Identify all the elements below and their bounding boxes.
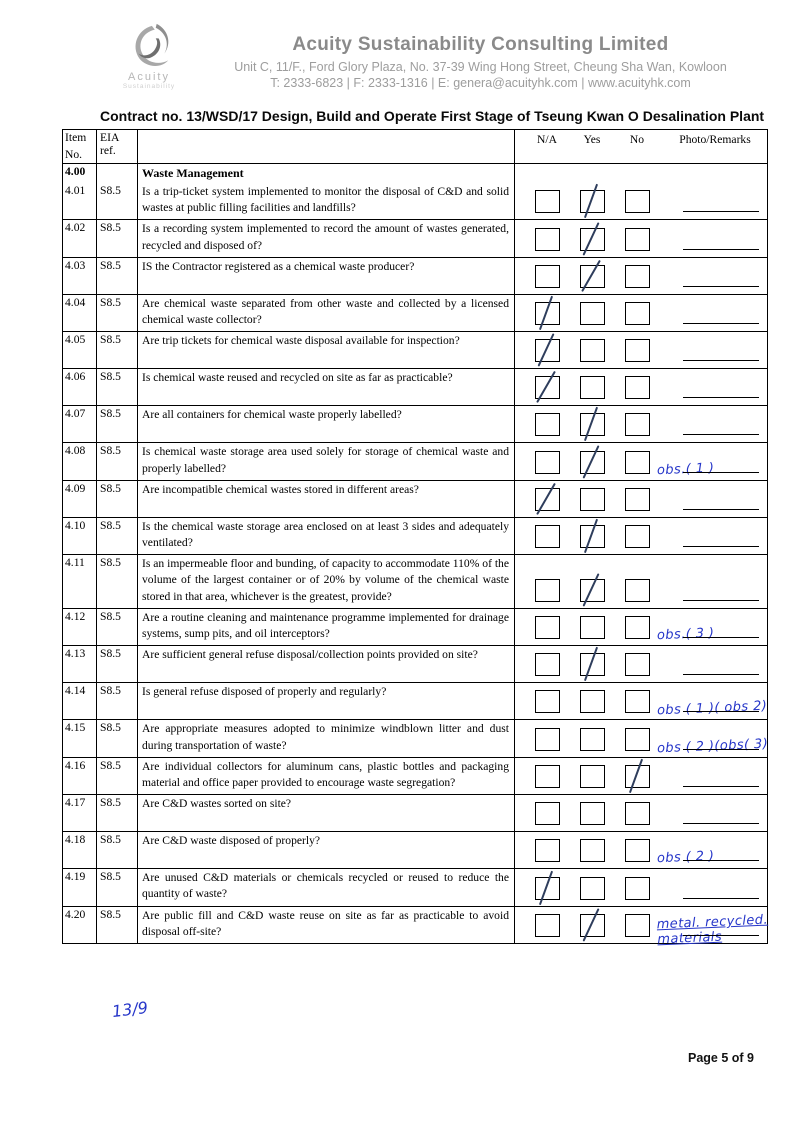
section-marks bbox=[515, 164, 767, 185]
item-no: 4.14 bbox=[63, 683, 97, 719]
item-no: 4.08 bbox=[63, 443, 97, 479]
company-address: Unit C, 11/F., Ford Glory Plaza, No. 37-39 Wing Hong Street, Cheung Sha Wan, Kowloon bbox=[234, 60, 727, 74]
remark-line bbox=[683, 211, 759, 212]
no-checkbox[interactable] bbox=[625, 839, 650, 862]
yes-checkbox[interactable] bbox=[580, 190, 605, 213]
no-checkbox[interactable] bbox=[625, 190, 650, 213]
question-text: Is chemical waste reused and recycled on site as far as practicable? bbox=[138, 369, 515, 405]
eia-ref: S8.5 bbox=[97, 907, 138, 943]
section-row bbox=[63, 163, 767, 183]
marks-cell bbox=[515, 406, 767, 442]
pen-check-mark bbox=[584, 519, 599, 554]
remark-handwriting: obs.( 1 ) bbox=[656, 460, 715, 478]
eia-ref: S8.5 bbox=[97, 332, 138, 368]
question-text: Are C&D wastes sorted on site? bbox=[138, 795, 515, 831]
pen-check-mark bbox=[536, 483, 556, 515]
eia-ref: S8.5 bbox=[97, 555, 138, 608]
na-checkbox[interactable] bbox=[535, 839, 560, 862]
no-checkbox[interactable] bbox=[625, 488, 650, 511]
yes-checkbox[interactable] bbox=[580, 765, 605, 788]
remark-handwriting: obs ( 1 )( obs 2) bbox=[656, 698, 768, 719]
header-question-col bbox=[138, 130, 515, 163]
header-item-no bbox=[63, 130, 97, 163]
marks-cell bbox=[515, 481, 767, 517]
na-checkbox[interactable] bbox=[535, 525, 560, 548]
marks-cell bbox=[515, 443, 767, 479]
company-logo bbox=[103, 22, 195, 90]
remark-line bbox=[683, 860, 759, 861]
header-eia-ref: EIA ref. bbox=[97, 130, 138, 163]
eia-ref: S8.5 bbox=[97, 369, 138, 405]
no-checkbox[interactable] bbox=[625, 728, 650, 751]
marks-cell bbox=[515, 518, 767, 554]
pen-check-mark bbox=[584, 184, 599, 219]
remark-line bbox=[683, 323, 759, 324]
yes-checkbox[interactable] bbox=[580, 525, 605, 548]
letterhead bbox=[188, 34, 773, 90]
no-checkbox[interactable] bbox=[625, 302, 650, 325]
remark-line bbox=[683, 249, 759, 250]
pen-check-mark bbox=[584, 647, 599, 682]
question-text: Are individual collectors for aluminum cans, plastic bottles and packaging material and office paper provided to encourage waste segregation? bbox=[138, 758, 515, 794]
marks-cell bbox=[515, 332, 767, 368]
table-row bbox=[63, 183, 767, 219]
no-checkbox[interactable] bbox=[625, 376, 650, 399]
item-no: 4.06 bbox=[63, 369, 97, 405]
remark-line bbox=[683, 674, 759, 675]
no-checkbox[interactable] bbox=[625, 802, 650, 825]
remark-line bbox=[683, 397, 759, 398]
pen-check-mark bbox=[536, 371, 556, 403]
remark-line bbox=[683, 472, 759, 473]
marks-cell bbox=[515, 683, 767, 719]
yes-checkbox[interactable] bbox=[580, 451, 605, 474]
marks-cell bbox=[515, 295, 767, 331]
pen-check-mark bbox=[539, 870, 554, 905]
header-item-label: Item bbox=[65, 131, 87, 144]
table-header-row bbox=[63, 130, 767, 163]
table-row bbox=[63, 294, 767, 331]
checklist-table bbox=[62, 129, 769, 948]
remark-line bbox=[683, 509, 759, 510]
na-checkbox[interactable] bbox=[535, 413, 560, 436]
company-name: Acuity Sustainability Consulting Limited bbox=[292, 34, 669, 55]
item-no: 4.05 bbox=[63, 332, 97, 368]
eia-ref: S8.5 bbox=[97, 295, 138, 331]
document-title: Contract no. 13/WSD/17 Design, Build and Operate First Stage of Tseung Kwan O Desalination Plant bbox=[100, 108, 765, 124]
eia-ref: S8.5 bbox=[97, 406, 138, 442]
pen-check-mark bbox=[539, 296, 554, 331]
section-eia-ref bbox=[97, 164, 138, 185]
eia-ref: S8.5 bbox=[97, 720, 138, 756]
item-no: 4.15 bbox=[63, 720, 97, 756]
no-checkbox[interactable] bbox=[625, 765, 650, 788]
marks-cell bbox=[515, 609, 767, 645]
no-checkbox[interactable] bbox=[625, 339, 650, 362]
table-row bbox=[63, 757, 767, 794]
eia-ref: S8.5 bbox=[97, 832, 138, 868]
yes-checkbox[interactable] bbox=[580, 228, 605, 251]
table-row bbox=[63, 645, 767, 682]
table-row bbox=[63, 442, 767, 479]
no-checkbox[interactable] bbox=[625, 579, 650, 602]
pen-check-mark bbox=[583, 908, 600, 942]
yes-checkbox[interactable] bbox=[580, 914, 605, 937]
yes-checkbox[interactable] bbox=[580, 690, 605, 713]
question-text: Are appropriate measures adopted to minimize windblown litter and dust during transportation of waste? bbox=[138, 720, 515, 756]
yes-checkbox[interactable] bbox=[580, 339, 605, 362]
marks-cell bbox=[515, 183, 767, 219]
item-no: 4.12 bbox=[63, 609, 97, 645]
na-checkbox[interactable] bbox=[535, 488, 560, 511]
table-row bbox=[63, 331, 767, 368]
yes-checkbox[interactable] bbox=[580, 579, 605, 602]
eia-ref: S8.5 bbox=[97, 609, 138, 645]
section-title: Waste Management bbox=[138, 164, 515, 185]
na-checkbox[interactable] bbox=[535, 914, 560, 937]
item-no: 4.07 bbox=[63, 406, 97, 442]
na-checkbox[interactable] bbox=[535, 765, 560, 788]
header-photo-remarks-label: Photo/Remarks bbox=[679, 133, 751, 146]
no-checkbox[interactable] bbox=[625, 265, 650, 288]
marks-cell bbox=[515, 907, 769, 948]
pen-check-mark bbox=[583, 573, 600, 607]
remark-line bbox=[683, 749, 759, 750]
item-no: 4.19 bbox=[63, 869, 97, 905]
yes-checkbox[interactable] bbox=[580, 839, 605, 862]
table-row bbox=[63, 257, 767, 294]
question-text: Are public fill and C&D waste reuse on site as far as practicable to avoid disposal off-site? bbox=[138, 907, 515, 943]
remark-line bbox=[683, 546, 759, 547]
item-no: 4.18 bbox=[63, 832, 97, 868]
yes-checkbox[interactable] bbox=[580, 265, 605, 288]
table-row bbox=[63, 794, 767, 831]
logo-swirl-icon bbox=[103, 22, 195, 70]
remark-line bbox=[683, 935, 759, 936]
na-checkbox[interactable] bbox=[535, 451, 560, 474]
question-text: Is general refuse disposed of properly and regularly? bbox=[138, 683, 515, 719]
pen-check-mark bbox=[538, 333, 555, 367]
item-no: 4.09 bbox=[63, 481, 97, 517]
no-checkbox[interactable] bbox=[625, 914, 650, 937]
logo-tagline: Sustainability bbox=[122, 83, 176, 90]
item-no: 4.02 bbox=[63, 220, 97, 256]
eia-ref: S8.5 bbox=[97, 795, 138, 831]
item-no: 4.20 bbox=[63, 907, 97, 943]
handwritten-date-note: 13/9 bbox=[110, 997, 149, 1022]
na-checkbox[interactable] bbox=[535, 339, 560, 362]
no-checkbox[interactable] bbox=[625, 653, 650, 676]
pen-check-mark bbox=[584, 407, 599, 442]
table-row bbox=[63, 517, 767, 554]
item-no: 4.17 bbox=[63, 795, 97, 831]
remark-line bbox=[683, 711, 759, 712]
header-marks-col bbox=[515, 130, 767, 163]
question-text: Are sufficient general refuse disposal/collection points provided on site? bbox=[138, 646, 515, 682]
na-checkbox[interactable] bbox=[535, 802, 560, 825]
marks-cell bbox=[515, 220, 767, 256]
header-no-label: No. bbox=[65, 148, 83, 161]
question-text: Is the chemical waste storage area enclosed on at least 3 sides and adequately ventilated? bbox=[138, 518, 515, 554]
na-checkbox[interactable] bbox=[535, 877, 560, 900]
pen-check-mark bbox=[629, 759, 644, 794]
na-checkbox[interactable] bbox=[535, 302, 560, 325]
na-checkbox[interactable] bbox=[535, 190, 560, 213]
na-checkbox[interactable] bbox=[535, 579, 560, 602]
section-item-no: 4.00 bbox=[63, 164, 97, 185]
table-row bbox=[63, 868, 767, 905]
table-row bbox=[63, 219, 767, 256]
pen-check-mark bbox=[583, 222, 600, 256]
table-rows bbox=[63, 183, 769, 948]
item-no: 4.11 bbox=[63, 555, 97, 608]
yes-checkbox[interactable] bbox=[580, 413, 605, 436]
na-checkbox[interactable] bbox=[535, 376, 560, 399]
company-contact: T: 2333-6823 | F: 2333-1316 | E: genera@acuityhk.com | www.acuityhk.com bbox=[270, 76, 691, 90]
no-checkbox[interactable] bbox=[625, 451, 650, 474]
item-no: 4.13 bbox=[63, 646, 97, 682]
remark-handwriting: obs.( 3 ) bbox=[656, 626, 715, 644]
eia-ref: S8.5 bbox=[97, 183, 138, 219]
item-no: 4.10 bbox=[63, 518, 97, 554]
page-number: Page 5 of 9 bbox=[688, 1051, 754, 1065]
no-checkbox[interactable] bbox=[625, 525, 650, 548]
marks-cell bbox=[515, 795, 767, 831]
yes-checkbox[interactable] bbox=[580, 802, 605, 825]
remark-line bbox=[683, 286, 759, 287]
yes-checkbox[interactable] bbox=[580, 488, 605, 511]
eia-ref: S8.5 bbox=[97, 443, 138, 479]
eia-ref: S8.5 bbox=[97, 258, 138, 294]
remark-line bbox=[683, 637, 759, 638]
no-checkbox[interactable] bbox=[625, 616, 650, 639]
marks-cell bbox=[515, 869, 767, 905]
remark-line bbox=[683, 823, 759, 824]
no-checkbox[interactable] bbox=[625, 413, 650, 436]
eia-ref: S8.5 bbox=[97, 481, 138, 517]
no-checkbox[interactable] bbox=[625, 690, 650, 713]
question-text: Are trip tickets for chemical waste disposal available for inspection? bbox=[138, 332, 515, 368]
marks-cell bbox=[515, 369, 767, 405]
question-text: Are unused C&D materials or chemicals recycled or reused to reduce the quantity of waste? bbox=[138, 869, 515, 905]
marks-cell bbox=[515, 758, 767, 794]
remark-handwriting: obs ( 2 ) bbox=[656, 848, 715, 867]
marks-cell bbox=[515, 258, 767, 294]
table-row bbox=[63, 405, 767, 442]
no-checkbox[interactable] bbox=[625, 877, 650, 900]
marks-cell bbox=[515, 555, 767, 608]
marks-cell bbox=[515, 646, 767, 682]
yes-checkbox[interactable] bbox=[580, 728, 605, 751]
table-row bbox=[63, 682, 767, 719]
eia-ref: S8.5 bbox=[97, 869, 138, 905]
remark-line bbox=[683, 786, 759, 787]
remark-line bbox=[683, 434, 759, 435]
na-checkbox[interactable] bbox=[535, 690, 560, 713]
question-text: Are incompatible chemical wastes stored in different areas? bbox=[138, 481, 515, 517]
eia-ref: S8.5 bbox=[97, 646, 138, 682]
item-no: 4.16 bbox=[63, 758, 97, 794]
eia-ref: S8.5 bbox=[97, 220, 138, 256]
table-row bbox=[63, 480, 767, 517]
question-text: Is a recording system implemented to record the amount of wastes generated, recycled and disposed of? bbox=[138, 220, 515, 256]
table-row bbox=[63, 719, 767, 756]
question-text: Are C&D waste disposed of properly? bbox=[138, 832, 515, 868]
remark-line bbox=[683, 360, 759, 361]
question-text: Are chemical waste separated from other waste and collected by a licensed chemical waste collector? bbox=[138, 295, 515, 331]
item-no: 4.04 bbox=[63, 295, 97, 331]
question-text: Is an impermeable floor and bunding, of capacity to accommodate 110% of the volume of the largest container or of 20% by volume of the chemical waste stored in that area, whichever is the greatest, provide? bbox=[138, 555, 515, 608]
table-row bbox=[63, 831, 767, 868]
yes-checkbox[interactable] bbox=[580, 616, 605, 639]
logo-wordmark: Acuity bbox=[128, 71, 170, 83]
remark-handwriting: obs ( 2 )(obs( 3) bbox=[656, 736, 769, 757]
table-row bbox=[63, 554, 767, 608]
yes-checkbox[interactable] bbox=[580, 877, 605, 900]
question-text: Is chemical waste storage area used solely for storage of chemical waste and properly labelled? bbox=[138, 443, 515, 479]
marks-cell bbox=[515, 720, 767, 756]
na-checkbox[interactable] bbox=[535, 728, 560, 751]
na-checkbox[interactable] bbox=[535, 228, 560, 251]
table-row bbox=[63, 368, 767, 405]
yes-checkbox[interactable] bbox=[580, 653, 605, 676]
header-na-label: N/A bbox=[537, 133, 557, 146]
table-row bbox=[63, 906, 769, 948]
no-checkbox[interactable] bbox=[625, 228, 650, 251]
item-no: 4.03 bbox=[63, 258, 97, 294]
eia-ref: S8.5 bbox=[97, 758, 138, 794]
remark-line bbox=[683, 898, 759, 899]
pen-check-mark bbox=[581, 260, 601, 292]
question-text: Are all containers for chemical waste properly labelled? bbox=[138, 406, 515, 442]
remark-handwriting: metal. recycled. materials bbox=[656, 912, 769, 948]
table-row bbox=[63, 608, 767, 645]
na-checkbox[interactable] bbox=[535, 653, 560, 676]
yes-checkbox[interactable] bbox=[580, 302, 605, 325]
marks-cell bbox=[515, 832, 767, 868]
eia-ref: S8.5 bbox=[97, 518, 138, 554]
remark-line bbox=[683, 600, 759, 601]
item-no: 4.01 bbox=[63, 183, 97, 219]
na-checkbox[interactable] bbox=[535, 616, 560, 639]
question-text: IS the Contractor registered as a chemical waste producer? bbox=[138, 258, 515, 294]
question-text: Is a trip-ticket system implemented to monitor the disposal of C&D and solid wastes at public filling facilities and landfills? bbox=[138, 183, 515, 219]
yes-checkbox[interactable] bbox=[580, 376, 605, 399]
header-no-col-label: No bbox=[629, 133, 645, 146]
header-yes-label: Yes bbox=[583, 133, 601, 146]
na-checkbox[interactable] bbox=[535, 265, 560, 288]
pen-check-mark bbox=[583, 445, 600, 479]
question-text: Are a routine cleaning and maintenance programme implemented for drainage systems, sump pits, and oil interceptors? bbox=[138, 609, 515, 645]
eia-ref: S8.5 bbox=[97, 683, 138, 719]
